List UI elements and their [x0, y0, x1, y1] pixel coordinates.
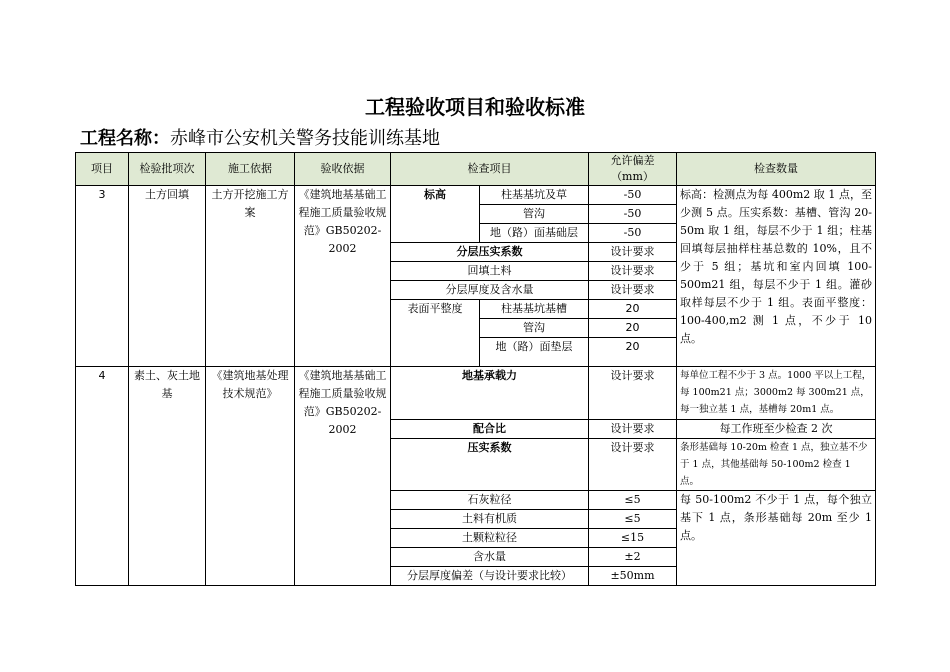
check-item: 回填土料 [391, 262, 589, 281]
deviation: 设计要求 [589, 367, 677, 420]
project-name: 赤峰市公安机关警务技能训练基地 [170, 128, 440, 149]
check-quantity: 每工作班至少检查 2 次 [677, 420, 876, 439]
deviation: ±50mm [589, 567, 677, 586]
check-quantity: 每 50-100m2 不少于 1 点，每个独立基下 1 点，条形基础每 20m 至少 1 点。 [677, 491, 876, 586]
deviation: 20 [589, 300, 677, 319]
check-item: 管沟 [480, 319, 589, 338]
deviation: ±2 [589, 548, 677, 567]
check-quantity: 条形基础每 10-20m 检查 1 点，独立基不少于 1 点，其他基础每 50-100m2 检查 1 点。 [677, 439, 876, 491]
deviation: 设计要求 [589, 262, 677, 281]
check-group-label: 表面平整度 [391, 300, 480, 367]
check-item: 土料有机质 [391, 510, 589, 529]
check-item: 配合比 [391, 420, 589, 439]
deviation: 20 [589, 319, 677, 338]
deviation: 设计要求 [589, 281, 677, 300]
check-item: 地（路）面基础层 [480, 224, 589, 243]
deviation: 设计要求 [589, 243, 677, 262]
header-cell: 施工依据 [206, 153, 295, 186]
item-name: 土方回填 [129, 186, 206, 367]
check-item: 土颗粒粒径 [391, 529, 589, 548]
item-no: 3 [76, 186, 129, 367]
check-item: 压实系数 [391, 439, 589, 491]
check-item: 石灰粒径 [391, 491, 589, 510]
header-cell: 检验批项次 [129, 153, 206, 186]
check-item: 分层厚度偏差（与设计要求比较） [391, 567, 589, 586]
check-item: 地基承载力 [391, 367, 589, 420]
header-row [76, 153, 876, 186]
project-label: 工程名称： [80, 128, 170, 149]
item-name: 素土、灰土地基 [129, 367, 206, 586]
deviation: -50 [589, 186, 677, 205]
page-title: 工程验收项目和验收标准 [365, 95, 585, 119]
check-item: 管沟 [480, 205, 589, 224]
check-item: 柱基基坑基槽 [480, 300, 589, 319]
table-row [76, 186, 876, 205]
deviation: 设计要求 [589, 439, 677, 491]
deviation: ≤15 [589, 529, 677, 548]
acceptance-table [75, 152, 876, 586]
deviation: -50 [589, 224, 677, 243]
check-group-label: 标高 [391, 186, 480, 243]
check-item: 地（路）面垫层 [480, 338, 589, 367]
check-item: 分层压实系数 [391, 243, 589, 262]
table-row [76, 367, 876, 420]
deviation: -50 [589, 205, 677, 224]
deviation: 设计要求 [589, 420, 677, 439]
deviation: ≤5 [589, 510, 677, 529]
check-item: 含水量 [391, 548, 589, 567]
check-item: 柱基基坑及草 [480, 186, 589, 205]
item-no: 4 [76, 367, 129, 586]
header-cell: 检查数量 [677, 153, 876, 186]
acceptance-standard: 《建筑地基基础工程施工质量验收规范》GB50202-2002 [295, 367, 391, 586]
header-cell: 允许偏差（mm） [589, 153, 677, 186]
header-cell: 检查项目 [391, 153, 589, 186]
header-cell: 验收依据 [295, 153, 391, 186]
deviation: ≤5 [589, 491, 677, 510]
check-quantity: 每单位工程不少于 3 点。1000 平以上工程，每 100m21 点；3000m2 每 300m21 点，每一独立基 1 点，基槽每 20m1 点。 [677, 367, 876, 420]
acceptance-standard: 《建筑地基基础工程施工质量验收规范》GB50202-2002 [295, 186, 391, 367]
deviation: 20 [589, 338, 677, 367]
check-item: 分层厚度及含水量 [391, 281, 589, 300]
project-line [80, 124, 440, 150]
check-quantity: 标高：检测点为每 400m2 取 1 点，至少测 5 点。压实系数：基槽、管沟 20-50m 取 1 组，每层不少于 1 组；柱基回填每层抽样柱基总数的 10%，且不少于 5 组；基坑和室内回填 100-500m21 组，每层不少于 1 组。灌砂取样每层不少于 1 组。表面平整度：100-400,m2 测 1 点，不少于 10 点。 [677, 186, 876, 367]
construction-basis: 土方开挖施工方案 [206, 186, 295, 367]
construction-basis: 《建筑地基处理技术规范》 [206, 367, 295, 586]
header-cell: 项目 [76, 153, 129, 186]
